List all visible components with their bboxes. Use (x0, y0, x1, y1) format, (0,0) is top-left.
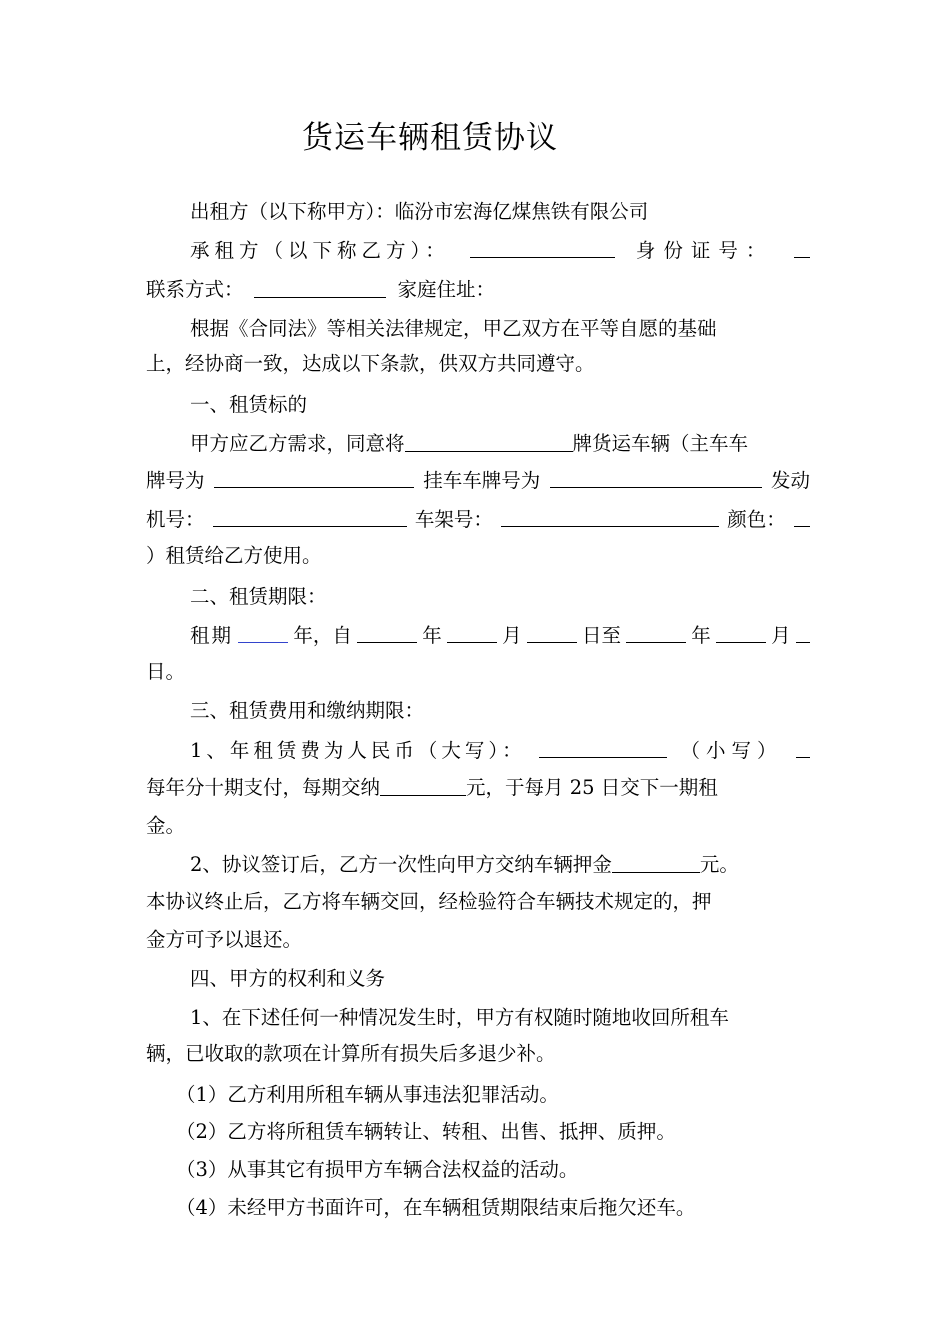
rights-line-2: 辆，已收取的款项在计算所有损失后多退少补。 (146, 1042, 556, 1065)
installment-blank[interactable] (380, 775, 466, 796)
clause-item-3: （3）从事其它有损甲方车辆合法权益的活动。 (176, 1158, 579, 1181)
section-4-heading: 四、甲方的权利和义务 (190, 967, 386, 990)
clause-item-1: （1）乙方利用所租车辆从事违法犯罪活动。 (176, 1083, 559, 1106)
document-title: 货运车辆租赁协议 (302, 120, 558, 156)
lessee-name-blank[interactable] (470, 237, 615, 258)
deposit-line-1: 2、协议签订后，乙方一次性向甲方交纳车辆押金 元。 (190, 853, 739, 876)
section-3-heading: 三、租赁费用和缴纳期限： (190, 699, 425, 722)
term-line-end: 日。 (146, 660, 186, 683)
intro-line-2: 上，经协商一致，达成以下条款，供双方共同遵守。 (146, 352, 595, 375)
fee-line-2: 每年分十期支付，每期交纳 元，于每月 25 日交下一期租 (146, 776, 718, 799)
start-year-blank[interactable] (357, 622, 417, 643)
deposit-line-3: 金方可予以退还。 (146, 928, 303, 951)
start-month-blank[interactable] (447, 622, 497, 643)
fee-line-1: 1、年租赁费为人民币（大写）： （小写） (190, 737, 810, 765)
end-month-blank[interactable] (716, 622, 766, 643)
intro-line-1: 根据《合同法》等相关法律规定，甲乙双方在平等自愿的基础 (190, 317, 717, 340)
lessee-line: 承租方（以下称乙方）： 身份证号： (190, 237, 810, 265)
vehicle-line-1: 甲方应乙方需求，同意将 牌货运车辆（主车车 (190, 432, 749, 455)
fee-line-3: 金。 (146, 814, 186, 837)
term-line: 租期 年，自 年 月 日至 年 月 (190, 622, 810, 650)
frame-number-blank[interactable] (501, 506, 719, 527)
vehicle-line-2: 牌号为 挂车车牌号为 发动 (146, 469, 810, 492)
engine-number-blank[interactable] (213, 506, 407, 527)
color-blank[interactable] (794, 506, 810, 527)
section-2-heading: 二、租赁期限： (190, 585, 327, 608)
section-1-heading: 一、租赁标的 (190, 393, 308, 416)
end-year-blank[interactable] (626, 622, 686, 643)
vehicle-line-3: 机号： 车架号： 颜色： (146, 506, 810, 534)
rights-line-1: 1、在下述任何一种情况发生时，甲方有权随时随地收回所租车 (190, 1006, 729, 1029)
trailer-plate-blank[interactable] (550, 467, 762, 488)
fee-lowercase-blank[interactable] (796, 737, 810, 758)
contact-blank[interactable] (254, 277, 386, 298)
clause-item-2: （2）乙方将所租赁车辆转让、转租、出售、抵押、质押。 (176, 1120, 676, 1143)
vehicle-line-4: ）租赁给乙方使用。 (146, 544, 322, 567)
lessor-line: 出租方（以下称甲方）：临汾市宏海亿煤焦铁有限公司 (190, 200, 649, 223)
fee-uppercase-blank[interactable] (539, 737, 667, 758)
clause-item-4: （4）未经甲方书面许可，在车辆租赁期限结束后拖欠还车。 (176, 1196, 696, 1219)
id-number-blank[interactable] (794, 237, 810, 258)
main-plate-blank[interactable] (214, 467, 414, 488)
plate-brand-blank[interactable] (405, 431, 573, 452)
term-years-blank[interactable] (238, 622, 288, 643)
contact-line: 联系方式： 家庭住址： (146, 278, 496, 301)
start-day-blank[interactable] (527, 622, 577, 643)
deposit-blank[interactable] (612, 852, 700, 873)
end-day-blank[interactable] (796, 622, 810, 643)
deposit-line-2: 本协议终止后，乙方将车辆交回，经检验符合车辆技术规定的，押 (146, 890, 712, 913)
